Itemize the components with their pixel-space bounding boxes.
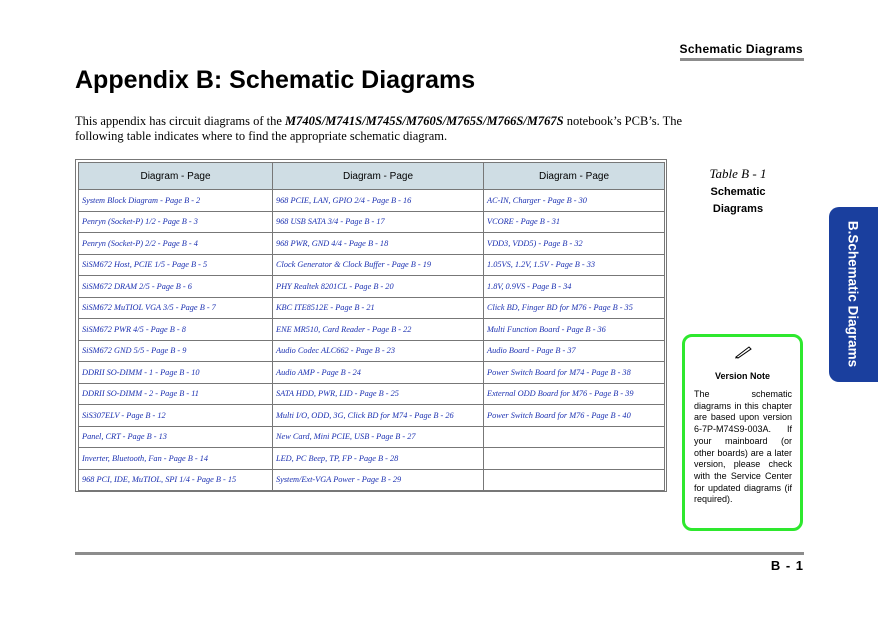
- table-cell[interactable]: VCORE - Page B - 31: [484, 211, 665, 233]
- table-cell[interactable]: SiS307ELV - Page B - 12: [79, 405, 273, 427]
- schematic-table: [78, 162, 665, 491]
- table-row: [79, 448, 665, 470]
- table-cell[interactable]: SiSM672 GND 5/5 - Page B - 9: [79, 340, 273, 362]
- note-title: Version Note: [714, 371, 770, 381]
- version-note-box: [682, 334, 803, 531]
- table-row: [79, 340, 665, 362]
- column-header: Diagram - Page: [484, 163, 665, 190]
- table-cell[interactable]: 968 PWR, GND 4/4 - Page B - 18: [273, 233, 484, 255]
- table-row: [79, 319, 665, 341]
- table-row: [79, 297, 665, 319]
- table-cell[interactable]: SATA HDD, PWR, LID - Page B - 25: [273, 383, 484, 405]
- table-row: [79, 254, 665, 276]
- table-cell[interactable]: SiSM672 Host, PCIE 1/5 - Page B - 5: [79, 254, 273, 276]
- caption-line: Diagrams: [712, 203, 764, 215]
- table-cell[interactable]: Multi Function Board - Page B - 36: [484, 319, 665, 341]
- table-cell[interactable]: Click BD, Finger BD for M76 - Page B - 35: [484, 297, 665, 319]
- table-cell[interactable]: Audio Codec ALC662 - Page B - 23: [273, 340, 484, 362]
- table-row: [79, 426, 665, 448]
- table-cell[interactable]: System Block Diagram - Page B - 2: [79, 190, 273, 212]
- table-cell[interactable]: Inverter, Bluetooth, Fan - Page B - 14: [79, 448, 273, 470]
- table-cell[interactable]: SiSM672 DRAM 2/5 - Page B - 6: [79, 276, 273, 298]
- column-header: Diagram - Page: [79, 163, 273, 190]
- table-cell[interactable]: System/Ext-VGA Power - Page B - 29: [273, 469, 484, 491]
- table-cell[interactable]: Audio Board - Page B - 37: [484, 340, 665, 362]
- caption-subtitle: [693, 184, 783, 218]
- intro-paragraph: [75, 114, 685, 144]
- schematic-table-frame: [75, 159, 667, 492]
- table-cell[interactable]: Panel, CRT - Page B - 13: [79, 426, 273, 448]
- table-header-row: [79, 163, 665, 190]
- table-row: [79, 383, 665, 405]
- chapter-tab-label: B.Schematic Diagrams: [845, 220, 861, 368]
- table-cell[interactable]: 968 PCI, IDE, MuTIOL, SPI 1/4 - Page B - 15: [79, 469, 273, 491]
- table-cell[interactable]: SiSM672 MuTIOL VGA 3/5 - Page B - 7: [79, 297, 273, 319]
- caption-title: Table B - 1: [709, 166, 767, 181]
- table-cell[interactable]: Penryn (Socket-P) 1/2 - Page B - 3: [79, 211, 273, 233]
- table-cell[interactable]: ENE MR510, Card Reader - Page B - 22: [273, 319, 484, 341]
- table-cell[interactable]: PHY Realtek 8201CL - Page B - 20: [273, 276, 484, 298]
- table-caption: [693, 166, 783, 218]
- table-cell[interactable]: Multi I/O, ODD, 3G, Click BD for M74 - Page B - 26: [273, 405, 484, 427]
- table-row: [79, 405, 665, 427]
- intro-post: notebook’s PCB’s. The following table indicates where to find the appropriate schematic diagram.: [75, 114, 683, 143]
- table-row: [79, 469, 665, 491]
- note-body: The schematic diagrams in this chapter are based upon version 6-7P-M74S9-003A. If your mainboard (or other boards) are a later version, please check with the Service Center for updated diagrams (if required).: [694, 389, 792, 505]
- table-cell: [484, 448, 665, 470]
- table-cell[interactable]: 1.05VS, 1.2V, 1.5V - Page B - 33: [484, 254, 665, 276]
- intro-pre: This appendix has circuit diagrams of the: [75, 114, 286, 128]
- table-row: [79, 233, 665, 255]
- table-cell[interactable]: Clock Generator & Clock Buffer - Page B - 19: [273, 254, 484, 276]
- page-number: B - 1: [770, 558, 804, 573]
- footer-rule: [75, 552, 804, 555]
- pen-icon: [733, 345, 753, 359]
- table-cell[interactable]: Power Switch Board for M74 - Page B - 38: [484, 362, 665, 384]
- table-row: [79, 276, 665, 298]
- column-header: Diagram - Page: [273, 163, 484, 190]
- table-cell[interactable]: External ODD Board for M76 - Page B - 39: [484, 383, 665, 405]
- table-row: [79, 190, 665, 212]
- intro-models: M740S/M741S/M745S/M760S/M765S/M766S/M767S: [285, 114, 564, 128]
- table-cell[interactable]: Penryn (Socket-P) 2/2 - Page B - 4: [79, 233, 273, 255]
- table-cell[interactable]: SiSM672 PWR 4/5 - Page B - 8: [79, 319, 273, 341]
- table-row: [79, 211, 665, 233]
- table-cell[interactable]: 968 USB SATA 3/4 - Page B - 17: [273, 211, 484, 233]
- table-cell[interactable]: 968 PCIE, LAN, GPIO 2/4 - Page B - 16: [273, 190, 484, 212]
- table-cell[interactable]: 1.8V, 0.9VS - Page B - 34: [484, 276, 665, 298]
- table-cell: [484, 469, 665, 491]
- table-cell: [484, 426, 665, 448]
- table-cell[interactable]: AC-IN, Charger - Page B - 30: [484, 190, 665, 212]
- table-cell[interactable]: DDRII SO-DIMM - 2 - Page B - 11: [79, 383, 273, 405]
- table-row: [79, 362, 665, 384]
- header-rule: [680, 58, 804, 61]
- table-cell[interactable]: New Card, Mini PCIE, USB - Page B - 27: [273, 426, 484, 448]
- table-cell[interactable]: LED, PC Beep, TP, FP - Page B - 28: [273, 448, 484, 470]
- table-cell[interactable]: VDD3, VDD5) - Page B - 32: [484, 233, 665, 255]
- running-header: Schematic Diagrams: [679, 42, 803, 56]
- table-cell[interactable]: Power Switch Board for M76 - Page B - 40: [484, 405, 665, 427]
- page-title: Appendix B: Schematic Diagrams: [75, 66, 476, 94]
- table-cell[interactable]: DDRII SO-DIMM - 1 - Page B - 10: [79, 362, 273, 384]
- table-cell[interactable]: KBC ITE8512E - Page B - 21: [273, 297, 484, 319]
- table-cell[interactable]: Audio AMP - Page B - 24: [273, 362, 484, 384]
- caption-line: Schematic: [710, 186, 766, 198]
